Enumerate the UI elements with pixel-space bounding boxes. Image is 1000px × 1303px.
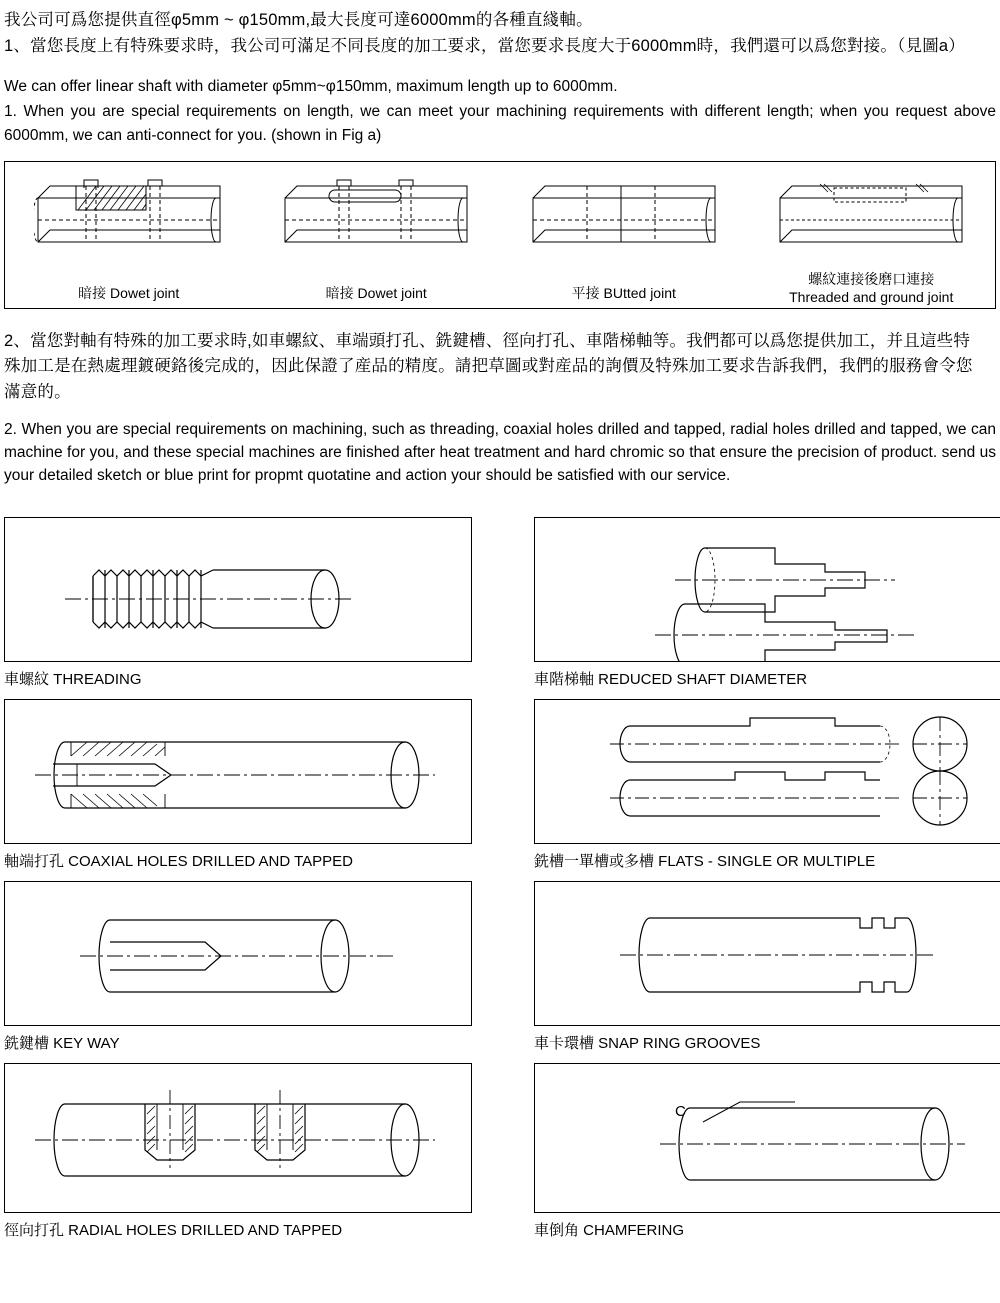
figure-chamfering xyxy=(534,1063,1000,1240)
joint-drawing-threaded xyxy=(776,174,966,262)
figure-key-way-label: 銑鍵槽 KEY WAY xyxy=(4,1035,120,1053)
joint-drawing-dowel-1 xyxy=(34,174,224,262)
figure-snap-ring-grooves xyxy=(534,881,1000,1053)
figure-radial-holes xyxy=(4,1063,472,1240)
figure-flats-box xyxy=(534,699,1000,844)
intro-section xyxy=(0,0,1000,147)
figure-flats xyxy=(534,699,1000,871)
figure-reduced-shaft xyxy=(534,517,1000,689)
figure-coaxial-holes-box xyxy=(4,699,472,844)
para2-en-text: 2. When you are special requirements on machining, such as threading, coaxial holes drilled and tapped, radial holes drilled and tapped, we can machine for you, and these special machines are finished after heat treatment and hard chromic so that ensure the precision of product. send us your detailed sketch or blue print for propmt quotatine and action your should be satisfied with our service. xyxy=(4,420,996,485)
joint-drawing-dowel-2 xyxy=(281,174,471,262)
figure-key-way-box xyxy=(4,881,472,1026)
machining-figure-grid xyxy=(4,517,996,1250)
joint-caption-4-cn: 螺紋連接後磨口連接 xyxy=(808,270,935,287)
chamfer-letter-annotation: C xyxy=(675,1103,686,1121)
figure-chamfering-box xyxy=(534,1063,1000,1213)
intro-cn-line-1: 我公司可爲您提供直徑φ5mm ~ φ150mm,最大長度可達6000mm的各種直綫軸。 xyxy=(4,11,593,29)
intro-en-line-2: 1. When you are special requirements on length, we can meet your machining requirements with different length; when you request above 6000mm, we can anti-connect for you. (shown in Fig a) xyxy=(4,103,996,144)
figure-chamfering-label: 車倒角 CHAMFERING xyxy=(534,1222,685,1240)
joint-caption-4 xyxy=(748,270,996,306)
figure-a-joints xyxy=(4,161,996,309)
figure-coaxial-holes xyxy=(4,699,472,871)
joint-cell-dowel-1 xyxy=(5,162,253,308)
joint-drawing-butted xyxy=(529,174,719,262)
paragraph-2-section xyxy=(4,329,996,487)
figure-flats-label: 銑槽一單槽或多槽 FLATS - SINGLE OR MULTIPLE xyxy=(534,853,876,871)
figure-radial-holes-box xyxy=(4,1063,472,1213)
para2-cn-line-3: 滿意的。 xyxy=(4,383,71,401)
joint-caption-2: 暗接 Dowet joint xyxy=(325,284,427,301)
figure-radial-holes-label: 徑向打孔 RADIAL HOLES DRILLED AND TAPPED xyxy=(4,1222,343,1240)
para2-cn-line-1: 2、當您對軸有特殊的加工要求時,如車螺紋、車端頭打孔、銑鍵槽、徑向打孔、車階梯軸等。我們都可以爲您提供加工，并且這些特 xyxy=(4,331,971,350)
figure-reduced-shaft-box xyxy=(534,517,1000,662)
joint-caption-4-en: Threaded and ground joint xyxy=(789,288,954,305)
figure-threading xyxy=(4,517,472,689)
figure-key-way xyxy=(4,881,472,1053)
joint-cell-butted xyxy=(500,162,748,308)
joint-cell-threaded xyxy=(748,162,996,308)
intro-en-line-1: We can offer linear shaft with diameter φ5mm~φ150mm, maximum length up to 6000mm. xyxy=(4,78,618,96)
intro-cn-line-2: 1、當您長度上有特殊要求時，我公司可滿足不同長度的加工要求，當您要求長度大于6000mm時，我們還可以爲您對接。（見圖a） xyxy=(4,36,965,55)
figure-snap-ring-grooves-label: 車卡環槽 SNAP RING GROOVES xyxy=(534,1035,761,1053)
figure-threading-box xyxy=(4,517,472,662)
joint-caption-1: 暗接 Dowet joint xyxy=(78,284,180,301)
figure-reduced-shaft-label: 車階梯軸 REDUCED SHAFT DIAMETER xyxy=(534,671,808,689)
figure-threading-label: 車螺紋 THREADING xyxy=(4,671,142,689)
joint-caption-3: 平接 BUtted joint xyxy=(571,284,676,301)
figure-snap-ring-grooves-box xyxy=(534,881,1000,1026)
para2-cn-line-2: 殊加工是在熱處理鍍硬鉻後完成的，因此保證了産品的精度。請把草圖或對産品的詢價及特殊加工要求告訴我們，我們的服務會令您 xyxy=(4,357,973,376)
joint-cell-dowel-2 xyxy=(253,162,501,308)
figure-coaxial-holes-label: 軸端打孔 COAXIAL HOLES DRILLED AND TAPPED xyxy=(4,853,353,871)
